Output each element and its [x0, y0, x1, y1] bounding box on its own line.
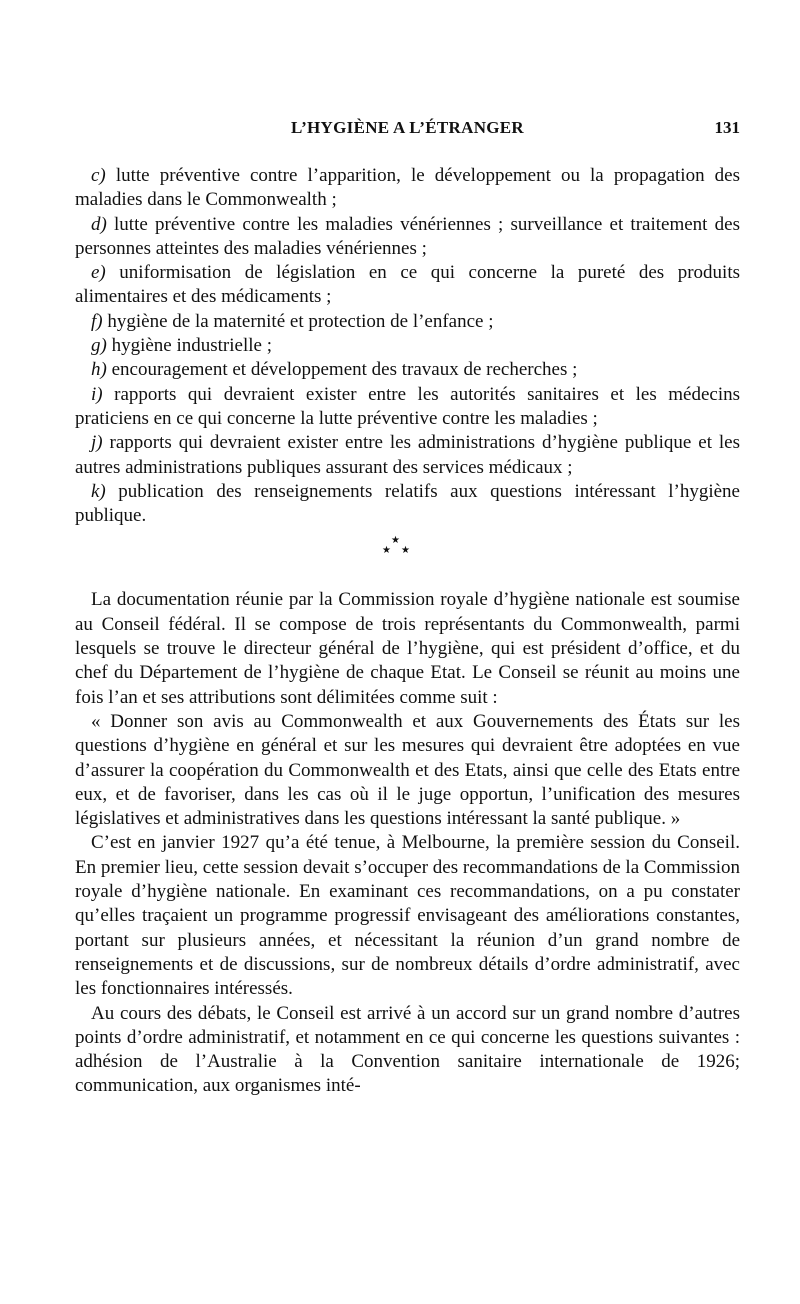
list-item-text: publication des renseignements relatifs aux questions intéressant l’hygiène publique.	[75, 480, 740, 527]
list-item-letter: h)	[91, 359, 107, 381]
list-item-k	[75, 480, 740, 529]
list-item-letter: k)	[91, 480, 106, 502]
list-item-text: encouragement et développement des travaux de recherches ;	[106, 359, 578, 381]
page-body	[75, 164, 740, 1099]
list-item-text: rapports qui devraient exister entre les autorités sanitaires et les médecins praticiens en ce qui concerne la lutte préventive contre les maladies ;	[75, 383, 740, 429]
separator-star-icon: ★	[382, 545, 391, 557]
list-item-letter: c)	[91, 165, 106, 186]
list-item-letter: d)	[91, 213, 107, 235]
list-item-d	[75, 213, 740, 262]
list-item-c	[75, 164, 740, 213]
list-item-e	[75, 261, 740, 310]
list-item-i	[75, 383, 740, 432]
page-number: 131	[714, 118, 740, 137]
list-item-letter: j)	[91, 432, 103, 454]
body-text	[75, 588, 740, 1098]
paragraph-council-composition: La documentation réunie par la Commission royale d’hygiène nationale est soumise au Conseil fédéral. Il se compose de trois représentants du Commonwealth, parmi lesquels se trouve le directeur général de l’hygiène, qui est président d’office, et du chef du Département de l’hygiène de chaque Etat. Le Conseil se réunit au moins une fois l’an et ses attributions sont délimitées comme suit :	[75, 589, 740, 708]
paragraph-agreements: Au cours des débats, le Conseil est arrivé à un accord sur un grand nombre d’autres points d’ordre administratif, et notamment en ce qui concerne les questions suivantes : adhésion de l’Australie à la Convention sanitaire internationale de 1926; communication, aux organismes inté-	[75, 1002, 740, 1097]
list-item-letter: g)	[91, 335, 107, 357]
list-item-text: rapports qui devraient exister entre les administrations d’hygiène publique et les autres administrations publiques assurant des services médicaux ;	[75, 432, 740, 478]
list-item-letter: f)	[91, 310, 103, 332]
list-item-text: hygiène de la maternité et protection de l’enfance ;	[102, 310, 494, 332]
list-item-letter: e)	[91, 262, 106, 284]
list-item-j	[75, 431, 740, 480]
list-item-g	[75, 334, 740, 358]
separator-star-icon: ★	[401, 545, 410, 557]
list-item-letter: i)	[91, 383, 103, 405]
recommendation-list	[75, 164, 740, 528]
list-item-text: lutte préventive contre l’apparition, le développement ou la propagation des maladies dans le Commonwealth ;	[75, 165, 740, 211]
list-item-text: lutte préventive contre les maladies vénériennes ; surveillance et traitement des personnes atteintes des maladies vénériennes ;	[75, 213, 740, 259]
list-item-f	[75, 310, 740, 334]
page-header	[75, 118, 740, 140]
paragraph-first-session: C’est en janvier 1927 qu’a été tenue, à Melbourne, la première session du Conseil. En premier lieu, cette session devait s’occuper des recommandations de la Commission royale d’hygiène nationale. En examinant ces recommandations, on a pu constater qu’elles traçaient un programme progressif envisageant des améliorations constantes, portant sur plusieurs années, et nécessitant la réunion d’un grand nombre de renseignements et de discussions, sur de nombreux détails d’ordre administratif, avec les fonctionnaires intéressés.	[75, 832, 740, 1000]
list-item-h	[75, 358, 740, 382]
paragraph-council-mission-quote: « Donner son avis au Commonwealth et aux Gouvernements des États sur les questions d’hygiène en général et sur les mesures qui devraient être adoptées en vue d’assurer la coopération du Commonwealth et des Etats, ainsi que celle des Etats entre eux, et de favoriser, dans les cas où il le juge opportun, l’unification des mesures législatives et administratives dans les questions intéressant la santé publique. »	[75, 710, 740, 830]
running-title: L’HYGIÈNE A L’ÉTRANGER	[290, 118, 525, 137]
section-separator	[75, 528, 740, 588]
list-item-text: hygiène industrielle ;	[106, 335, 272, 357]
list-item-text: uniformisation de législation en ce qui concerne la pureté des produits alimentaires et des médicaments ;	[75, 262, 740, 308]
separator-star-icon: ★	[391, 535, 400, 547]
